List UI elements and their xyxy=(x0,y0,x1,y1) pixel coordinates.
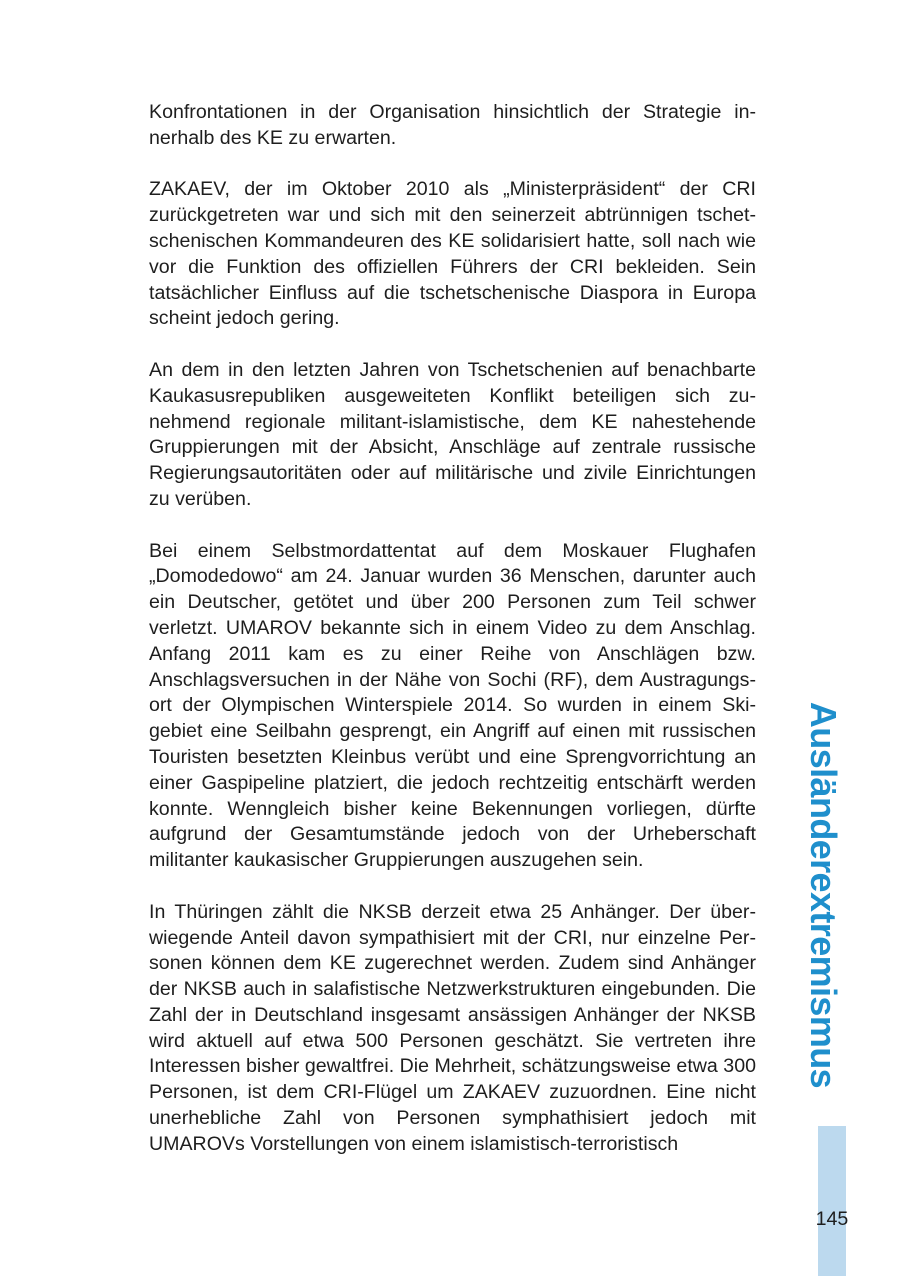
section-label-text: Ausländerextremismus xyxy=(803,701,845,1089)
page-number-tab xyxy=(818,1126,846,1276)
paragraph-2: ZAKAEV, der im Oktober 2010 als „Ministerpräsident“ der CRI zurückgetreten war und sich mit den seinerzeit abtrünnigen tschetschenischen Kommandeuren des KE solidarisiert hatte, soll nach wie vor die Funktion des offiziellen Führers der CRI bekleiden. Sein tatsächlicher Einfluss auf die tschetschenische Diaspora in Europa scheint jedoch gering. xyxy=(149,178,756,330)
paragraph-4: Bei einem Selbstmordattentat auf dem Moskauer Flughafen „Domodedowo“ am 24. Januar wurden 36 Menschen, darunter auch ein Deutscher, getötet und über 200 Personen zum Teil schwer verletzt. UMAROV bekannte sich in einem Video zu dem Anschlag. Anfang 2011 kam es zu einer Reihe von Anschlägen bzw. Anschlagsversuchen in der Nähe von Sochi (RF), dem Austragungsort der Olympischen Winterspiele 2014. So wurden in einem Skigebiet eine Seilbahn gesprengt, ein Angriff auf einen mit russischen Touristen besetzten Kleinbus verübt und eine Sprengvorrichtung an einer Gaspipeline platziert, die jedoch rechtzeitig entschärft werden konnte. Wenngleich bisher keine Bekennungen vorliegen, dürfte aufgrund der Gesamtumstände jedoch von der Urheberschaft militanter kaukasischer Gruppierungen auszugehen sein. xyxy=(149,539,756,872)
paragraph-3: An dem in den letzten Jahren von Tschetschenien auf benachbarte Kaukasusrepubliken ausgeweiteten Konflikt beteiligen sich zunehmend regionale militant-islamistische, dem KE nahestehende Gruppierungen mit der Absicht, Anschläge auf zentrale russische Regierungsautoritäten oder auf militärische und zivile Einrichtungen zu verüben. xyxy=(149,358,756,510)
page-number: 145 xyxy=(815,1208,849,1230)
paragraph-5: In Thüringen zählt die NKSB derzeit etwa 25 Anhänger. Der überwiegende Anteil davon sympathisiert mit der CRI, nur einzelne Personen können dem KE zugerechnet werden. Zudem sind Anhänger der NKSB auch in salafistische Netzwerkstrukturen eingebunden. Die Zahl der in Deutschland insgesamt ansässigen Anhänger der NKSB wird aktuell auf etwa 500 Personen geschätzt. Sie vertreten ihre Interessen bisher gewaltfrei. Die Mehrheit, schätzungsweise etwa 300 Personen, ist dem CRI-Flügel um ZAKAEV zuzuordnen. Eine nicht unerhebliche Zahl von Personen symphathisiert jedoch mit UMAROVs Vorstellungen von einem islamistisch-terroristisch xyxy=(149,900,756,1155)
body-text xyxy=(149,100,756,1158)
paragraph-1: Konfrontationen in der Organisation hinsichtlich der Strategie innerhalb des KE zu erwarten. xyxy=(149,101,756,149)
section-side-label xyxy=(798,700,848,1090)
